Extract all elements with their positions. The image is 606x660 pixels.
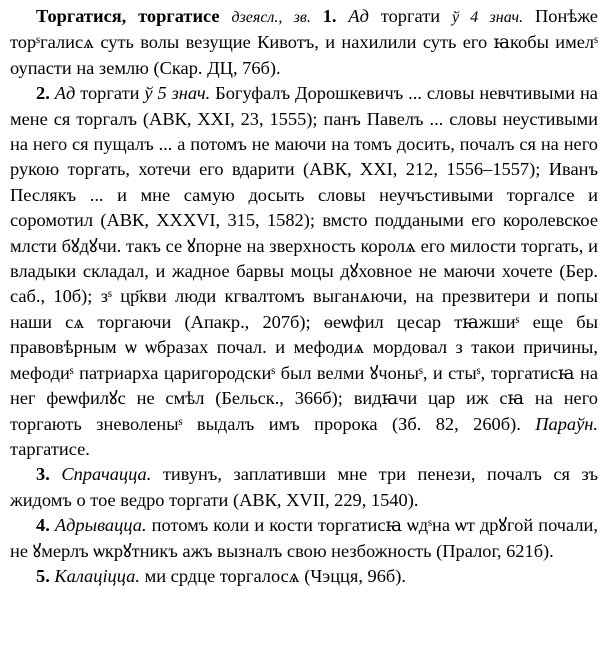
sense-label: Ад [54, 83, 76, 104]
paraun-label: Параўн. [535, 413, 598, 434]
sense-number: 3. [36, 464, 50, 485]
sense-number: 2. [36, 83, 50, 104]
sense-4 [10, 513, 598, 564]
sense-label-rest: торгати [80, 83, 140, 104]
sense-label: Спрачацца. [61, 464, 152, 485]
sense-text: ми срдце торгалосѧ (Чэцця, 96б). [144, 565, 406, 586]
sense-5 [10, 564, 598, 589]
sense-label: Ад [348, 6, 369, 26]
sense-label: Калаціцца. [54, 565, 140, 586]
paraun-text: таргатисе. [10, 438, 90, 459]
sense-1 [10, 4, 598, 81]
sense-2 [10, 81, 598, 462]
sense-number: 4. [36, 515, 50, 536]
sense-number: 1. [322, 6, 337, 26]
sense-label-rest: торгати [380, 6, 441, 26]
sense-text: Богуфалъ Дорошкевичъ ... словы невчтивыми на мене ся торгалъ (АВК, XXI, 23, 1555); панъ Павелъ ... словы неустивыми на него ся пущалъ ... а потомъ не маючи на томъ досить, почалъ ся на него рукою торгать, хотечи его вдарити (АВК, XXI, 212, 1556–1557); Иванъ Песлякъ ... и мне самую досыть словы неучъстивыми торгалсе и соромотил (АВК, XXXVI, 315, 1582); вмсто поддаными его королевское млсти бꙋдꙋчи. такъ се ꙋпорне на зверхность королѧ его милости торгать, и владыки складал, и жадное барвы моцы дꙋховное не маючи хочете (Бер. саб., 10б); зˢ цр҃кви люди кгвалтомъ выганѧючи, на презвитери и попы наши сѧ торгаючи (Апакр., 207б); ѳеѡфил цесар тꙗжшиˢ еще бы правовѣрным ѡ ѡбразах почал. и мефодиѧ мордовал з такои причины, мефодиˢ патриарха царигородскиˢ был велми ꙋчоныˢ, и стыˢ, торгатисꙗ на нег феѡфилꙋс не смѣл (Бельск., 366б); видꙗчи цар иж сꙗ на него торгають зневоленыˢ выдалъ имъ пророка (Зб. 82, 260б). [10, 83, 598, 434]
sense-3 [10, 462, 598, 513]
headword: Торгатися, торгатисе [36, 6, 220, 26]
sense-label: Адрывацца. [54, 515, 147, 536]
sense-text: тивунъ, заплативши мне три пенези, почалъ ся зъ жидомъ о тое ведро торгати (АВК, XVII, 229, 1540). [10, 464, 598, 510]
dictionary-entry [10, 4, 598, 589]
sense-ref: ў 5 знач. [144, 83, 211, 104]
sense-number: 5. [36, 565, 50, 586]
sense-text: Понѣже торˢгалисѧ суть волы везущие Кивотъ, и нахилили суть его ꙗкобы имелˢ оупасти на землю (Скар. ДЦ, 76б). [10, 6, 598, 78]
sense-ref: ў 4 знач. [451, 9, 524, 26]
sense-text: потомъ коли и кости торгатисꙗ ѡдˢна ѡт дрꙋгой почали, не ꙋмерлъ ѡкрꙋтникъ ажъ вызналъ свою незбожность (Пралог, 621б). [10, 515, 598, 561]
grammar-note: дзеясл., зв. [231, 9, 311, 26]
